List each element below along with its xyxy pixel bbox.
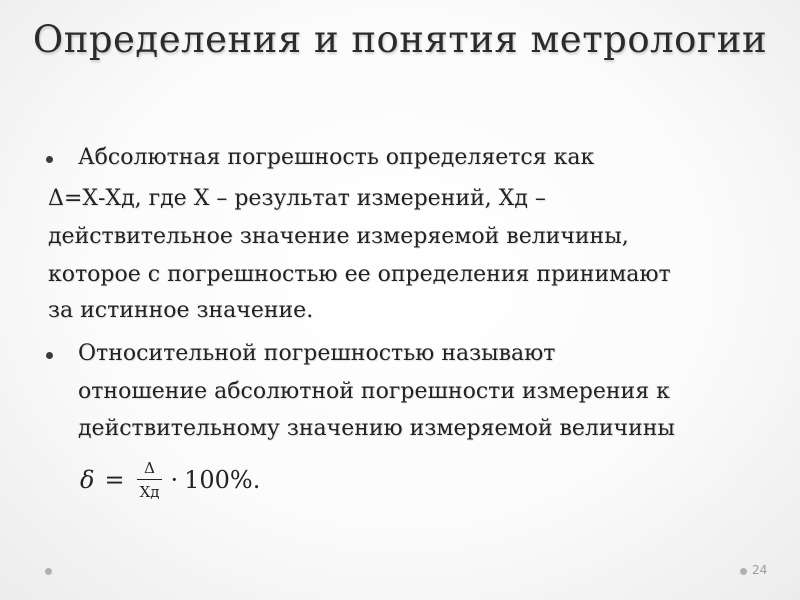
formula-rhs: 100%. (184, 466, 261, 494)
page-number: 24 (752, 563, 768, 577)
formula-lhs: δ (80, 466, 95, 494)
formula-numerator: Δ (144, 459, 155, 477)
bullet1-line3: действительное значение измеряемой величины, (48, 224, 629, 249)
formula-equals: = (104, 466, 125, 494)
bullet1-line4: которое с погрешностью ее определения принимают (48, 262, 671, 287)
formula-denominator: Хд (139, 483, 160, 501)
bullet-marker-1 (46, 156, 53, 163)
bullet1-line2: Δ=Х-Хд, где Х – результат измерений, Хд – (48, 186, 546, 211)
bullet1-line5: за истинное значение. (48, 298, 314, 323)
footer-right-dot (740, 568, 747, 575)
bullet2-line1: Относительной погрешностью называют (78, 341, 556, 366)
footer-left-dot (45, 568, 52, 575)
relative-error-formula (80, 452, 260, 508)
bullet2-line3: действительному значению измеряемой величины (78, 416, 675, 441)
slide-title: Определения и понятия метрологии (32, 18, 768, 61)
bullet2-line2: отношение абсолютной погрешности измерения к (78, 379, 670, 404)
bullet1-line1: Абсолютная погрешность определяется как (78, 145, 595, 170)
bullet-marker-2 (46, 352, 53, 359)
formula-dot: · (170, 466, 179, 494)
formula-fraction (137, 459, 163, 501)
